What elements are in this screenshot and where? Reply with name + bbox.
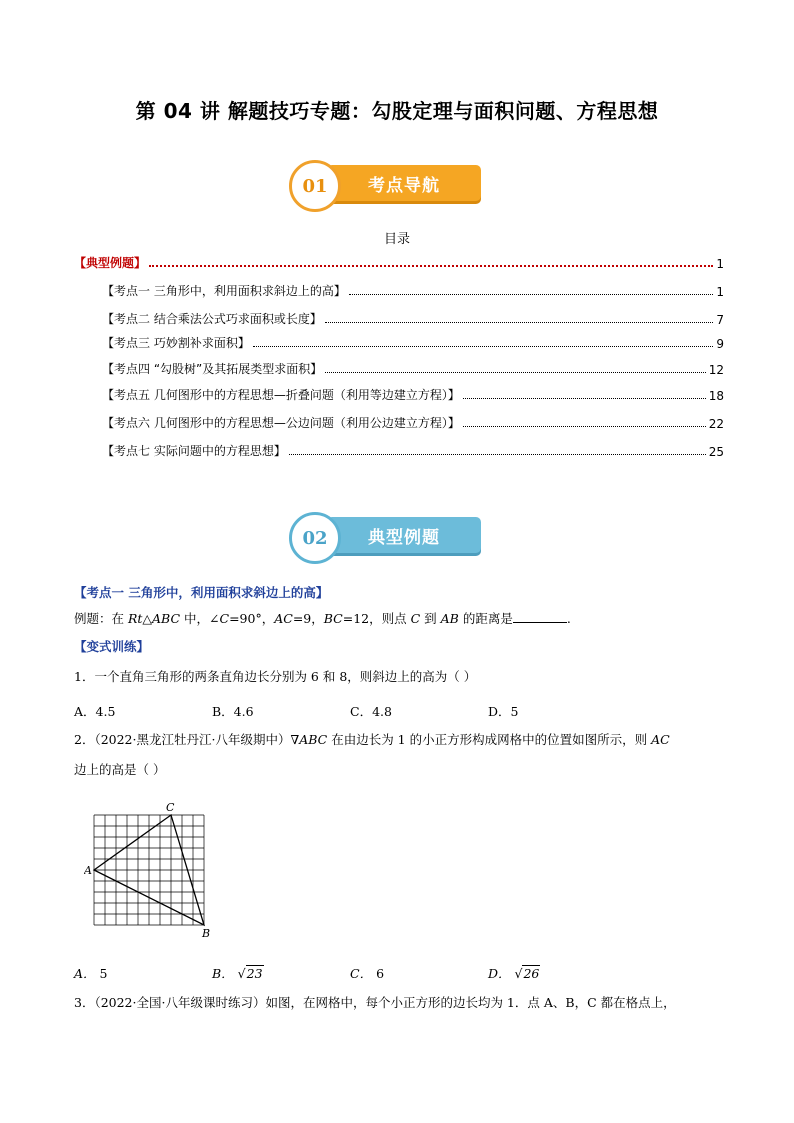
toc-page: 1 [716,285,724,299]
badge-number: 02 [289,512,341,564]
option-c[interactable] [350,964,488,982]
toc-entry-top[interactable] [74,255,724,271]
section-heading: 【考点一 三角形中，利用面积求斜边上的高】 [74,585,329,600]
option-radicand: 23 [246,966,263,981]
text: 的距离是 [458,611,513,626]
option-c[interactable]: C．4.8 [350,704,392,719]
text: 在由边长为 1 的小正方形构成网格中的位置如图所示，则 [327,732,652,747]
var: C [219,611,230,626]
toc-entry[interactable] [102,361,724,377]
question-2-options [74,964,626,982]
text: =9， [292,611,324,626]
toc-entry[interactable] [102,335,724,351]
toc-label: 【考点五 几何图形中的方程思想—折叠问题（利用等边建立方程）】 [102,388,460,402]
question-3: 3．（2022·全国·八年级课时练习）如图，在网格中，每个小正方形的边长均为 1．点 A、B，C 都在格点上， [74,995,676,1010]
var: AC [651,732,670,747]
text: =12，则点 [342,611,411,626]
toc-page: 12 [708,363,724,377]
option-letter: D． [488,966,511,981]
option-d[interactable]: D．5 [488,704,519,719]
var: AB [440,611,459,626]
toc-leader [463,426,706,427]
grid-triangle-figure [84,800,214,940]
option-letter: A． [74,966,96,981]
var: Rt△ABC [127,611,181,626]
vertex-b-label: B [202,927,211,940]
toc-leader [349,294,714,295]
badge-label: 考点导航 [327,165,481,201]
question-1: 1．一个直角三角形的两条直角边长分别为 6 和 8，则斜边上的高为（ ） [74,669,477,684]
option-radicand: 26 [523,966,540,981]
question-1-options [74,702,626,720]
text: . [566,611,571,626]
text: =90°， [229,611,275,626]
toc-label: 【考点六 几何图形中的方程思想—公边问题（利用公边建立方程）】 [102,416,460,430]
option-letter: C． [350,966,373,981]
text: 例题：在 [74,611,128,626]
text: 2．（2022·黑龙江牡丹江·八年级期中）∇ [74,732,300,747]
toc-label: 【考点二 结合乘法公式巧求面积或长度】 [102,312,322,326]
option-letter: B． [212,966,234,981]
answer-blank[interactable] [513,610,567,623]
var: C [410,611,421,626]
option-b[interactable]: B． √23 [212,966,263,981]
option-a[interactable]: A．4.5 [74,704,116,719]
toc-entry[interactable] [102,311,724,327]
badge-number: 01 [289,160,341,212]
toc-page: 25 [708,445,724,459]
toc-entry[interactable] [102,283,724,299]
toc-page: 22 [708,417,724,431]
toc-leader [289,454,706,455]
toc-leader [325,322,714,323]
toc-heading: 目录 [383,232,410,247]
toc-entry[interactable] [102,415,724,431]
toc-leader [463,398,706,399]
option-b[interactable]: B．4.6 [212,704,254,719]
option-d[interactable]: D． √26 [488,966,540,981]
question-2-line-2: 边上的高是（ ） [74,762,166,777]
page-title: 第 04 讲 解题技巧专题：勾股定理与面积问题、方程思想 [135,99,659,123]
toc-page: 18 [708,389,724,403]
toc-label: 【考点三 巧妙割补求面积】 [102,336,250,350]
text: 中，∠ [180,611,220,626]
var: BC [323,611,343,626]
example-problem [74,609,571,627]
vertex-a-label: A [84,864,92,877]
question-2-line-1 [74,730,670,748]
toc-page: 9 [716,337,724,351]
toc-page: 1 [716,257,724,271]
var: ABC [299,732,328,747]
vertex-c-label: C [166,801,175,814]
toc-label: 【典型例题】 [74,256,147,270]
text: 到 [420,611,441,626]
toc-label: 【考点一 三角形中，利用面积求斜边上的高】 [102,284,346,298]
toc-label: 【考点七 实际问题中的方程思想】 [102,444,286,458]
badge-label: 典型例题 [327,517,481,553]
toc-entry[interactable] [102,443,724,459]
toc-leader [253,346,714,347]
toc-label: 【考点四 “勾股树”及其拓展类型求面积】 [102,362,323,376]
var: AC [274,611,293,626]
option-value: 5 [99,966,108,981]
variant-heading: 【变式训练】 [74,639,150,654]
option-value: 6 [376,966,385,981]
toc-leader [149,265,713,267]
toc-leader [325,372,705,373]
option-a[interactable] [74,964,212,982]
toc-page: 7 [716,313,724,327]
toc-entry[interactable] [102,387,724,403]
